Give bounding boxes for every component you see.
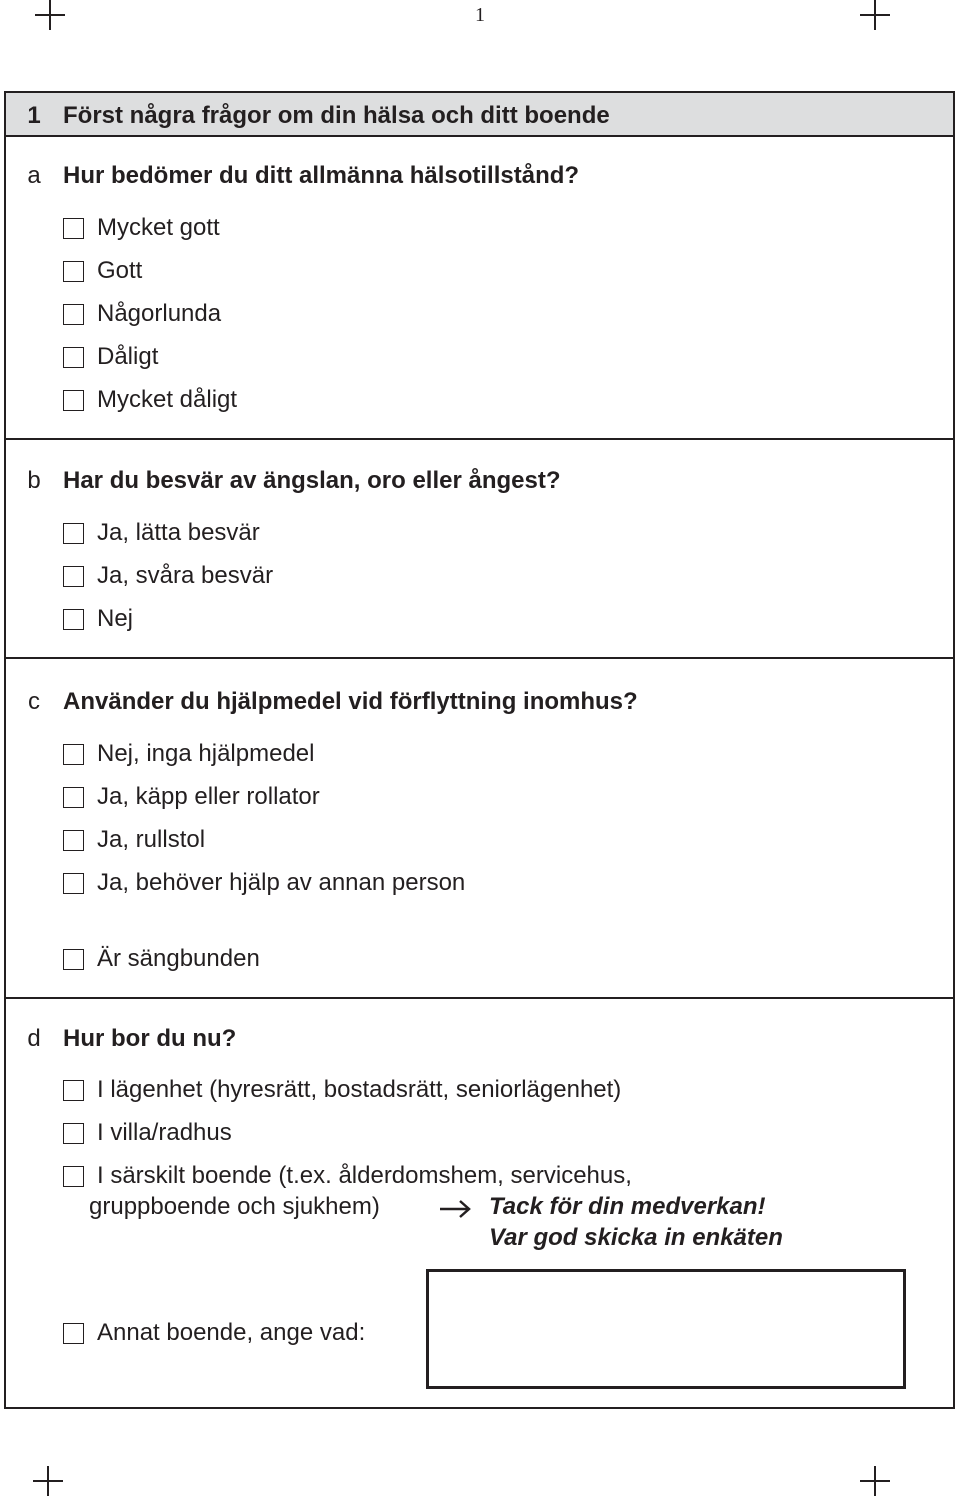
option-b-1[interactable] [63, 518, 260, 548]
checkbox[interactable] [63, 347, 84, 368]
question-a-letter: a [27, 162, 41, 189]
checkbox[interactable] [63, 261, 84, 282]
option-b-3[interactable] [63, 604, 133, 634]
question-b-text: Har du besvär av ängslan, oro eller ångest? [63, 467, 561, 494]
option-a-2[interactable] [63, 256, 142, 286]
checkbox[interactable] [63, 1080, 84, 1101]
option-label: Mycket dåligt [97, 386, 238, 413]
option-label: Ja, lätta besvär [97, 519, 260, 546]
checkbox[interactable] [63, 523, 84, 544]
checkbox[interactable] [63, 609, 84, 630]
option-label: Någorlunda [97, 300, 222, 327]
section-header [6, 93, 953, 137]
option-label: Ja, svåra besvär [97, 562, 274, 589]
right-arrow-icon [438, 1199, 474, 1219]
option-a-5[interactable] [63, 385, 237, 415]
checkbox[interactable] [63, 1166, 84, 1187]
option-b-2[interactable] [63, 561, 273, 591]
option-label: Ja, rullstol [97, 826, 206, 853]
checkbox[interactable] [63, 566, 84, 587]
checkbox[interactable] [63, 787, 84, 808]
option-c-1[interactable] [63, 739, 314, 769]
option-c-5[interactable] [63, 944, 260, 974]
option-label: Nej, inga hjälpmedel [97, 740, 315, 767]
option-d-other[interactable] [63, 1318, 365, 1348]
checkbox[interactable] [63, 1323, 84, 1344]
divider [6, 657, 953, 659]
checkbox[interactable] [63, 744, 84, 765]
divider [6, 438, 953, 440]
option-d-1[interactable] [63, 1075, 621, 1105]
divider [6, 997, 953, 999]
option-a-3[interactable] [63, 299, 221, 329]
checkbox[interactable] [63, 304, 84, 325]
questionnaire-form [4, 91, 955, 1409]
option-label: I villa/radhus [97, 1119, 232, 1146]
option-c-3[interactable] [63, 825, 205, 855]
question-d-letter: d [27, 1025, 41, 1052]
question-b-letter: b [27, 467, 41, 494]
option-a-1[interactable] [63, 213, 220, 243]
section-number: 1 [27, 102, 41, 129]
option-label: Ja, behöver hjälp av annan person [97, 869, 466, 896]
option-label: Dåligt [97, 343, 159, 370]
option-c-2[interactable] [63, 782, 320, 812]
option-label: I lägenhet (hyresrätt, bostadsrätt, seniorlägenhet) [97, 1076, 622, 1103]
option-label: Mycket gott [97, 214, 220, 241]
option-label: Annat boende, ange vad: [97, 1319, 366, 1346]
option-c-4[interactable] [63, 868, 465, 898]
question-c-text: Använder du hjälpmedel vid förflyttning inomhus? [63, 688, 638, 715]
option-label: Är sängbunden [97, 945, 260, 972]
other-housing-input[interactable] [426, 1269, 906, 1389]
checkbox[interactable] [63, 390, 84, 411]
option-label: Ja, käpp eller rollator [97, 783, 320, 810]
crop-mark-bottom-right [860, 1466, 890, 1496]
option-d-3-continuation: gruppboende och sjukhem) [89, 1193, 380, 1220]
checkbox[interactable] [63, 830, 84, 851]
section-title: Först några frågor om din hälsa och ditt boende [63, 102, 610, 129]
send-instruction: Var god skicka in enkäten [489, 1224, 783, 1251]
option-label: Gott [97, 257, 143, 284]
thanks-message: Tack för din medverkan! [489, 1193, 766, 1220]
option-d-2[interactable] [63, 1118, 232, 1148]
checkbox[interactable] [63, 949, 84, 970]
option-label: Nej [97, 605, 134, 632]
option-d-3[interactable] [63, 1161, 632, 1191]
checkbox[interactable] [63, 1123, 84, 1144]
page-number: 1 [475, 4, 485, 26]
option-a-4[interactable] [63, 342, 158, 372]
crop-mark-bottom-left [33, 1466, 63, 1496]
question-d-text: Hur bor du nu? [63, 1025, 237, 1052]
checkbox[interactable] [63, 873, 84, 894]
option-label: I särskilt boende (t.ex. ålderdomshem, servicehus, [97, 1162, 632, 1189]
question-a-text: Hur bedömer du ditt allmänna hälsotillstånd? [63, 162, 580, 189]
checkbox[interactable] [63, 218, 84, 239]
question-c-letter: c [28, 688, 40, 715]
